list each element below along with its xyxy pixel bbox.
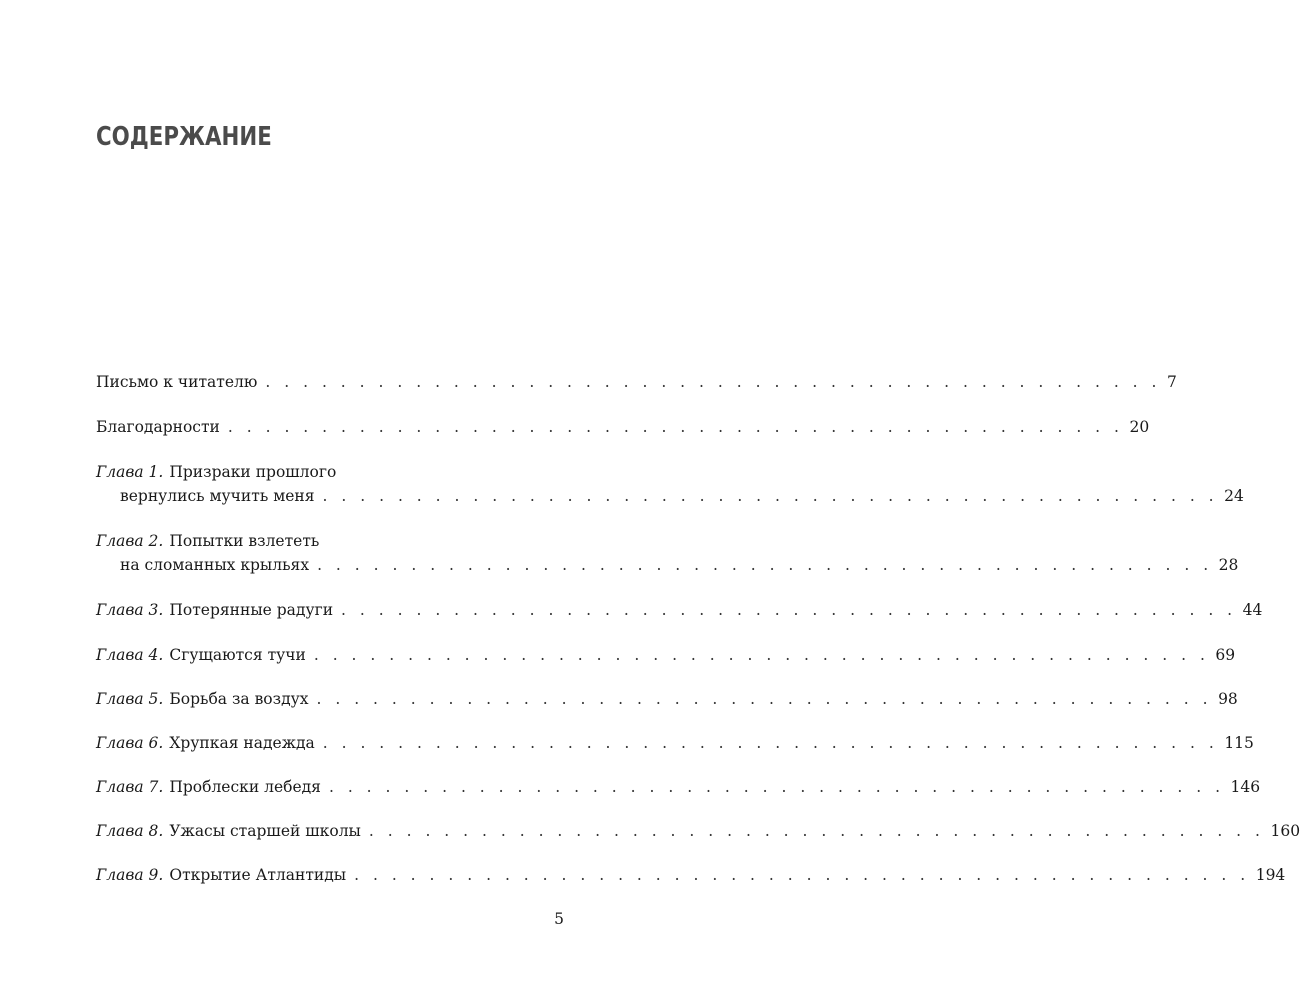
chapter-label: Глава 3. <box>96 601 164 619</box>
chapter-label: Глава 6. <box>96 734 164 752</box>
toc-entry[interactable] <box>96 732 1254 754</box>
dot-leader: . . . . . . . . . . . . . . . . . . . . . . . . . . . . . . . . . . . . . . . . . . . . . . . . <box>322 734 1219 752</box>
toc-entry-page: 28 <box>1218 556 1239 574</box>
toc-entry-page: 20 <box>1129 418 1150 436</box>
toc-entry-title: Открытие Атлантиды <box>169 866 347 884</box>
dot-leader: . . . . . . . . . . . . . . . . . . . . . . . . . . . . . . . . . . . . . . . . . . . . . . . . <box>322 487 1219 505</box>
chapter-label: Глава 4. <box>96 646 164 664</box>
toc-entry-page: 44 <box>1242 601 1263 619</box>
toc-entry[interactable] <box>96 416 1150 438</box>
dot-leader: . . . . . . . . . . . . . . . . . . . . . . . . . . . . . . . . . . . . . . . . . . . . . . . . <box>354 866 1250 884</box>
page-number: 5 <box>554 910 564 928</box>
toc-entry[interactable] <box>96 820 1300 842</box>
toc-entry-title: Хрупкая надежда <box>169 734 315 752</box>
toc-entry[interactable] <box>96 644 1236 666</box>
chapter-label: Глава 7. <box>96 778 164 796</box>
toc-entry-page: 98 <box>1218 690 1238 708</box>
toc-entry-title: Борьба за воздух <box>169 690 309 708</box>
toc-entry-title-continued: на сломанных крыльях <box>120 556 310 574</box>
table-of-contents <box>96 0 1300 1001</box>
toc-entry-title: Призраки прошлого <box>169 463 337 481</box>
toc-entry-continuation[interactable] <box>96 554 1239 576</box>
toc-entry-page: 24 <box>1224 487 1244 505</box>
toc-entry[interactable] <box>96 864 1286 886</box>
chapter-label: Глава 9. <box>96 866 164 884</box>
chapter-label: Глава 1. <box>96 463 164 481</box>
toc-entry[interactable] <box>96 461 564 483</box>
toc-entry-page: 69 <box>1215 646 1236 664</box>
toc-entry-title: Благодарности <box>96 418 220 436</box>
chapter-label: Глава 5. <box>96 690 164 708</box>
toc-entry-title: Проблески лебедя <box>169 778 321 796</box>
toc-entry-page: 194 <box>1255 866 1286 884</box>
toc-entry-title: Попытки взлететь <box>169 532 320 550</box>
dot-leader: . . . . . . . . . . . . . . . . . . . . . . . . . . . . . . . . . . . . . . . . . . . . . . . . <box>227 418 1124 436</box>
toc-entry[interactable] <box>96 530 564 552</box>
toc-entry-title-continued: вернулись мучить меня <box>120 487 315 505</box>
toc-entry[interactable] <box>96 371 1177 393</box>
toc-entry[interactable] <box>96 599 1263 621</box>
toc-entry-title: Ужасы старшей школы <box>169 822 361 840</box>
dot-leader: . . . . . . . . . . . . . . . . . . . . . . . . . . . . . . . . . . . . . . . . . . . . . . . . <box>341 601 1237 619</box>
toc-entry-page: 146 <box>1230 778 1261 796</box>
toc-entry[interactable] <box>96 688 1238 710</box>
toc-entry-continuation[interactable] <box>96 485 1244 507</box>
toc-entry-title: Сгущаются тучи <box>169 646 306 664</box>
toc-entry-page: 115 <box>1224 734 1254 752</box>
dot-leader: . . . . . . . . . . . . . . . . . . . . . . . . . . . . . . . . . . . . . . . . . . . . . . . . <box>317 556 1213 574</box>
dot-leader: . . . . . . . . . . . . . . . . . . . . . . . . . . . . . . . . . . . . . . . . . . . . . . . . <box>316 690 1213 708</box>
dot-leader: . . . . . . . . . . . . . . . . . . . . . . . . . . . . . . . . . . . . . . . . . . . . . . . . <box>368 822 1265 840</box>
toc-entry-page: 7 <box>1166 373 1177 391</box>
toc-entry[interactable] <box>96 776 1261 798</box>
chapter-label: Глава 2. <box>96 532 164 550</box>
dot-leader: . . . . . . . . . . . . . . . . . . . . . . . . . . . . . . . . . . . . . . . . . . . . . . . . <box>265 373 1161 391</box>
toc-entry-page: 160 <box>1270 822 1300 840</box>
toc-entry-title: Письмо к читателю <box>96 373 258 391</box>
dot-leader: . . . . . . . . . . . . . . . . . . . . . . . . . . . . . . . . . . . . . . . . . . . . . . . . <box>313 646 1210 664</box>
chapter-label: Глава 8. <box>96 822 164 840</box>
toc-entry-title: Потерянные радуги <box>169 601 334 619</box>
page-title: СОДЕРЖАНИЕ <box>96 122 272 152</box>
dot-leader: . . . . . . . . . . . . . . . . . . . . . . . . . . . . . . . . . . . . . . . . . . . . . . . . <box>328 778 1225 796</box>
